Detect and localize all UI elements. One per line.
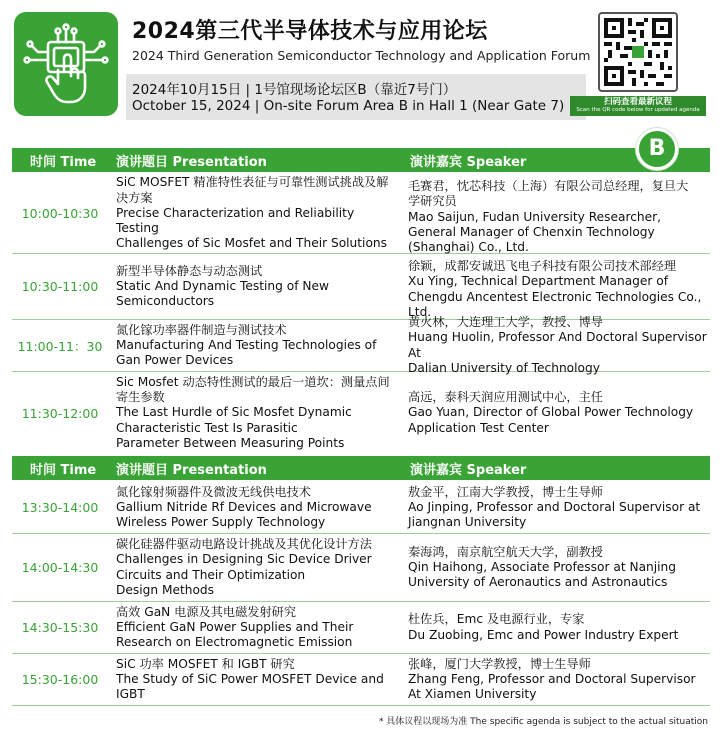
session-speaker bbox=[408, 482, 708, 533]
speaker-line: 高远，泰科天润应用测试中心，主任 bbox=[408, 390, 603, 405]
topic-line: The Last Hurdle of Sic Mosfet Dynamic bbox=[116, 405, 352, 420]
speaker-line: 黄火林，大连理工大学，教授、博导 bbox=[408, 314, 603, 329]
session-topic bbox=[116, 174, 394, 253]
table-row bbox=[12, 482, 710, 534]
session-topic bbox=[116, 602, 394, 653]
topic-line: Challenges in Designing Sic Device Driver bbox=[116, 552, 372, 567]
forum-title-zh: 2024第三代半导体技术与应用论坛 bbox=[132, 19, 488, 44]
topic-line: Sic Mosfet 动态特性测试的最后一道坎：测量点间 bbox=[116, 374, 390, 389]
column-header-time: 时间 Time bbox=[30, 463, 97, 478]
forum-title-en: 2024 Third Generation Semiconductor Technology and Application Forum bbox=[132, 48, 591, 63]
table-row bbox=[12, 174, 710, 254]
topic-line: SiC MOSFET 精准特性表征与可靠性测试挑战及解 bbox=[116, 175, 389, 190]
qr-caption-en: Scan the QR code below for updated agenda bbox=[576, 107, 700, 113]
agenda-footnote: * 具体议程以现场为准 The specific agenda is subject to the actual situation bbox=[378, 717, 708, 727]
topic-line: Gallium Nitride Rf Devices and Microwave bbox=[116, 499, 372, 514]
topic-line: Circuits and Their Optimization bbox=[116, 567, 306, 582]
session-topic bbox=[116, 482, 394, 533]
topic-line: Research on Electromagnetic Emission bbox=[116, 635, 353, 650]
speaker-line: 徐颖，成都安诚迅飞电子科技有限公司技术部经理 bbox=[408, 259, 677, 273]
speaker-line: Jiangnan University bbox=[408, 515, 527, 530]
session-topic bbox=[116, 534, 394, 601]
topic-line: Efficient GaN Power Supplies and Their bbox=[116, 619, 354, 634]
speaker-line: Gao Yuan, Director of Global Power Technology bbox=[408, 405, 694, 420]
session-speaker bbox=[408, 314, 708, 375]
speaker-line: Chengdu Ancentest Electronic Technologies Co., bbox=[408, 289, 702, 304]
speaker-line: Qin Haihong, Associate Professor at Nanjing bbox=[408, 559, 677, 574]
speaker-line: Xu Ying, Technical Department Manager of bbox=[408, 274, 669, 289]
session-speaker bbox=[408, 372, 708, 454]
column-header-speaker: 演讲嘉宾 Speaker bbox=[410, 155, 527, 170]
session-speaker bbox=[408, 654, 708, 705]
session-time: 11:00-11：30 bbox=[17, 338, 103, 354]
topic-line: Semiconductors bbox=[116, 294, 215, 309]
table-row bbox=[12, 372, 710, 454]
topic-line: 氮化镓功率器件制造与测试技术 bbox=[116, 322, 287, 337]
speaker-line: 毛赛君，忱芯科技（上海）有限公司总经理，复旦大 bbox=[408, 179, 689, 193]
topic-line: SiC 功率 MOSFET 和 IGBT 研究 bbox=[116, 656, 295, 671]
speaker-line: General Manager of Chenxin Technology bbox=[408, 224, 655, 239]
session-topic bbox=[116, 372, 394, 454]
session-time: 11:30-12:00 bbox=[21, 405, 99, 421]
topic-line: Gan Power Devices bbox=[116, 353, 234, 368]
topic-line: Challenges of Sic Mosfet and Their Solutions bbox=[116, 236, 387, 251]
column-header-presentation: 演讲题目 Presentation bbox=[116, 155, 267, 170]
speaker-line: 杜佐兵，Emc 及电源行业，专家 bbox=[408, 612, 585, 627]
topic-line: 氮化镓射频器件及微波无线供电技术 bbox=[116, 484, 311, 499]
topic-line: Precise Characterization and Reliability Testing bbox=[116, 205, 355, 236]
session-speaker bbox=[408, 602, 708, 653]
session-speaker bbox=[408, 534, 708, 601]
speaker-line: University of Aeronautics and Astronautics bbox=[408, 575, 668, 590]
session-speaker bbox=[408, 174, 708, 253]
column-header-presentation: 演讲题目 Presentation bbox=[116, 463, 267, 478]
qr-caption-band bbox=[570, 96, 706, 116]
qr-caption-zh: 扫码查看最新议程 bbox=[603, 97, 672, 107]
forum-logo bbox=[14, 12, 118, 116]
speaker-line: Ltd. bbox=[408, 304, 432, 319]
session-time: 13:30-14:00 bbox=[21, 500, 99, 515]
topic-line: Static And Dynamic Testing of New bbox=[116, 278, 329, 293]
speaker-line: Huang Huolin, Professor And Doctoral Supervisor At bbox=[408, 330, 707, 360]
topic-line: 碳化硅器件驱动电路设计挑战及其优化设计方法 bbox=[116, 536, 372, 551]
speaker-line: Mao Saijun, Fudan University Researcher, bbox=[408, 209, 661, 224]
column-header-speaker: 演讲嘉宾 Speaker bbox=[410, 463, 527, 478]
speaker-line: 学研究员 bbox=[408, 194, 457, 209]
speaker-line: 张峰，厦门大学教授，博士生导师 bbox=[408, 656, 591, 671]
speaker-line: 秦海鸿，南京航空航天大学，副教授 bbox=[408, 544, 603, 559]
topic-line: The Study of SiC Power MOSFET Device and bbox=[116, 671, 384, 686]
session-topic bbox=[116, 254, 394, 319]
speaker-line: Du Zuobing, Emc and Power Industry Expert bbox=[408, 627, 679, 642]
table-row bbox=[12, 654, 710, 706]
table-row bbox=[12, 602, 710, 654]
qr-code-icon bbox=[604, 18, 672, 86]
speaker-line: Zhang Feng, Professor and Doctoral Supervisor bbox=[408, 671, 696, 686]
table-row bbox=[12, 534, 710, 602]
session-topic bbox=[116, 654, 394, 705]
session-time: 10:00-10:30 bbox=[21, 206, 99, 221]
speaker-line: Ao Jinping, Professor and Doctoral Supervisor at bbox=[408, 499, 701, 514]
topic-line: Characteristic Test Is Parasitic bbox=[116, 420, 298, 435]
hand-touch-chip-icon bbox=[14, 12, 118, 116]
topic-line: Parameter Between Measuring Points bbox=[116, 435, 345, 450]
table-header-morning bbox=[12, 148, 710, 172]
speaker-line: (Shanghai) Co., Ltd. bbox=[408, 240, 529, 255]
qr-code[interactable] bbox=[598, 12, 678, 92]
session-time: 14:30-15:30 bbox=[21, 620, 99, 635]
topic-line: Design Methods bbox=[116, 582, 215, 597]
topic-line: IGBT bbox=[116, 687, 145, 702]
date-location-en: October 15, 2024 | On-site Forum Area B in Hall 1 (Near Gate 7) bbox=[132, 98, 565, 114]
topic-line: 寄生参数 bbox=[116, 390, 165, 405]
speaker-line: At Xiamen University bbox=[408, 687, 537, 702]
session-speaker bbox=[408, 254, 708, 319]
topic-line: 决方案 bbox=[116, 190, 153, 205]
topic-line: 高效 GaN 电源及其电磁发射研究 bbox=[116, 604, 297, 619]
table-row bbox=[12, 254, 710, 320]
speaker-line: 敖金平，江南大学教授，博士生导师 bbox=[408, 484, 603, 499]
topic-line: Manufacturing And Testing Technologies of bbox=[116, 337, 377, 352]
table-row bbox=[12, 314, 710, 375]
table-header-afternoon bbox=[12, 456, 710, 480]
date-location-zh: 2024年10月15日 | 1号馆现场论坛区B（靠近7号门） bbox=[132, 82, 457, 98]
topic-line: 新型半导体静态与动态测试 bbox=[116, 263, 263, 278]
column-header-time: 时间 Time bbox=[30, 155, 97, 170]
speaker-line: Application Test Center bbox=[408, 420, 549, 435]
session-topic bbox=[116, 320, 394, 371]
session-time: 15:30-16:00 bbox=[21, 672, 99, 687]
session-time: 10:30-11:00 bbox=[21, 279, 99, 294]
forum-area-badge: B bbox=[636, 128, 678, 170]
topic-line: Wireless Power Supply Technology bbox=[116, 515, 326, 530]
speaker-line: Dalian University of Technology bbox=[408, 360, 600, 375]
session-time: 14:00-14:30 bbox=[21, 560, 99, 575]
